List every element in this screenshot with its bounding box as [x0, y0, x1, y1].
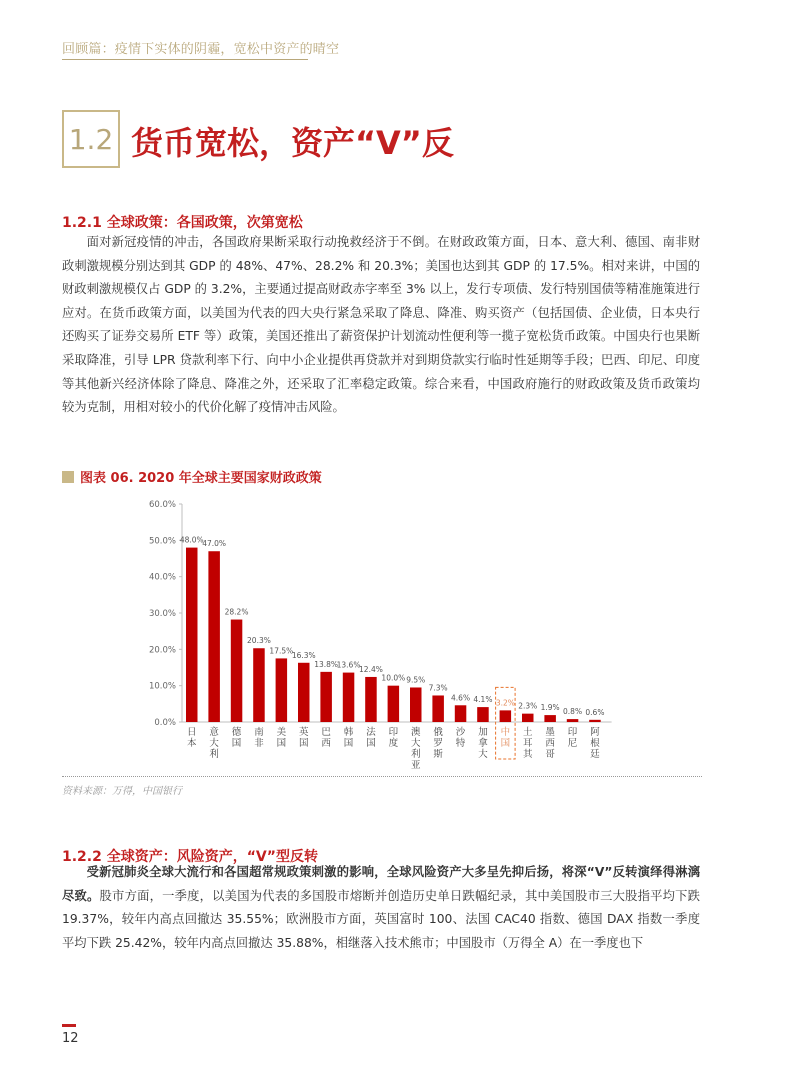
- x-tick-label: 巴西: [321, 727, 331, 749]
- x-tick-label: 法国: [366, 727, 376, 749]
- data-label: 1.9%: [540, 703, 560, 713]
- bar: [298, 663, 310, 722]
- data-label: 4.1%: [473, 695, 493, 705]
- bar: [522, 714, 534, 722]
- y-tick-label: 10.0%: [148, 681, 176, 692]
- x-tick-label: 英国: [298, 727, 309, 749]
- x-tick-label: 中国: [500, 727, 511, 749]
- figure-title: 图表 06. 2020 年全球主要国家财政政策: [80, 471, 322, 486]
- bar: [567, 719, 579, 722]
- page-number-bar: [62, 1024, 76, 1027]
- bar: [253, 648, 265, 722]
- subsection-paragraph-2: [62, 861, 700, 955]
- x-tick-label: 土耳其: [522, 727, 533, 760]
- data-label: 3.2%: [495, 698, 515, 708]
- bar: [186, 548, 198, 722]
- x-tick-label: 俄罗斯: [433, 727, 443, 760]
- y-tick-label: 40.0%: [148, 572, 176, 583]
- bar: [477, 707, 489, 722]
- data-label: 10.0%: [381, 673, 406, 683]
- y-tick-label: 30.0%: [148, 609, 176, 619]
- y-tick-label: 60.0%: [148, 500, 176, 510]
- x-tick-label: 日本: [186, 727, 197, 749]
- figure-heading: [62, 467, 322, 486]
- bar: [208, 551, 220, 722]
- y-tick-label: 50.0%: [148, 536, 176, 547]
- bar: [544, 715, 556, 722]
- x-tick-label: 澳大利亚: [410, 727, 421, 771]
- running-header: 回顾篇：疫情下实体的阴霾，宽松中资产的晴空: [62, 42, 340, 57]
- subsection-heading-1: 1.2.1 全球政策：各国政策，次第宽松: [62, 215, 303, 231]
- data-label: 12.4%: [359, 664, 383, 674]
- bar: [500, 710, 512, 722]
- bar: [365, 677, 377, 722]
- data-label: 20.3%: [247, 636, 271, 646]
- bar: [343, 673, 355, 722]
- paragraph-body: 股市方面，一季度，以美国为代表的多国股市熔断并创造历史单日跌幅纪录，其中美国股市三大股指平均下跌 19.37%，较年内高点回撤达 35.55%；欧洲股市方面，英国富时 100、法国 CAC40 指数、德国 DAX 指数一季度平均下跌 25.42%，较年内高点回撤达 35.88%，相继落入技术熊市；中国股市（万得全 A）在一季度也下: [62, 888, 700, 950]
- data-label: 0.6%: [585, 707, 605, 717]
- fiscal-policy-bar-chart: [62, 494, 702, 774]
- y-tick-label: 20.0%: [148, 645, 176, 656]
- bar: [231, 620, 243, 722]
- bar: [388, 686, 400, 722]
- data-label: 47.0%: [202, 539, 227, 549]
- x-tick-label: 沙特: [455, 727, 466, 749]
- x-tick-label: 印尼: [567, 727, 578, 749]
- data-label: 48.0%: [179, 535, 204, 545]
- x-tick-label: 韩国: [343, 727, 354, 749]
- x-tick-label: 加拿大: [478, 727, 488, 760]
- data-label: 9.5%: [406, 675, 426, 685]
- subsection-paragraph-1: 面对新冠疫情的冲击，各国政府果断采取行动挽救经济于不倒。在财政政策方面，日本、意大利、德国、南非财政刺激规模分别达到其 GDP 的 48%、47%、28.2% 和 20.3%；美国也达到其 GDP 的 17.5%。相对来讲，中国的财政刺激规模仅占 GDP 的 3.2%，主要通过提高财政赤字率至 3% 以上，发行专项债、发行特别国债等精准施策进行应对。在货币政策方面，以美国为代表的四大央行紧急采取了降息、降准、购买资产（包括国债、企业债，日本央行还购买了证券交易所 ETF 等）政策，美国还推出了薪资保护计划流动性便利等一揽子宽松货币政策。中国央行也果断采取降准，引导 LPR 贷款利率下行、向中小企业提供再贷款并对到期贷款实行临时性延期等手段；巴西、印尼、印度等其他新兴经济体除了降息、降准之外，还采取了汇率稳定政策。综合来看，中国政府施行的财政政策及货币政策均较为克制，用相对较小的代价化解了疫情冲击风险。: [62, 235, 700, 415]
- bar: [589, 720, 601, 722]
- data-label: 0.8%: [563, 707, 583, 717]
- figure-marker: [62, 471, 74, 483]
- figure-source: 资料来源：万得，中国银行: [62, 786, 182, 797]
- x-tick-label: 阿根廷: [590, 727, 600, 760]
- x-tick-label: 意大利: [209, 727, 219, 760]
- source-rule: [62, 776, 702, 777]
- x-tick-label: 南非: [254, 727, 264, 749]
- y-tick-label: 0.0%: [154, 718, 176, 728]
- x-tick-label: 印度: [388, 727, 399, 749]
- header-rule: [62, 59, 308, 60]
- bar: [320, 672, 332, 722]
- page-number: 12: [62, 1031, 79, 1046]
- bar: [432, 695, 444, 722]
- bar: [410, 687, 422, 722]
- data-label: 17.5%: [269, 646, 294, 656]
- data-label: 13.8%: [314, 659, 339, 669]
- x-tick-label: 美国: [276, 727, 287, 749]
- lead-sentence: 受新冠肺炎全球大流行和各国超常规政策刺激的影响，全球风险资产大多呈先抑后扬，将深“V”反转演绎得淋漓尽致。: [62, 865, 700, 903]
- data-label: 13.6%: [336, 660, 361, 670]
- bar: [276, 658, 288, 722]
- bar: [455, 705, 467, 722]
- section-number: 1.2: [62, 110, 120, 168]
- data-label: 28.2%: [224, 607, 249, 617]
- data-label: 4.6%: [451, 693, 471, 703]
- x-tick-label: 德国: [231, 727, 242, 749]
- x-tick-label: 墨西哥: [545, 727, 555, 760]
- data-label: 7.3%: [428, 683, 448, 693]
- data-label: 16.3%: [291, 650, 316, 660]
- subsection-heading-2: 1.2.2 全球资产：风险资产，“V”型反转: [62, 849, 318, 865]
- data-label: 2.3%: [518, 701, 538, 711]
- section-title: 货币宽松，资产“V”反: [131, 124, 454, 162]
